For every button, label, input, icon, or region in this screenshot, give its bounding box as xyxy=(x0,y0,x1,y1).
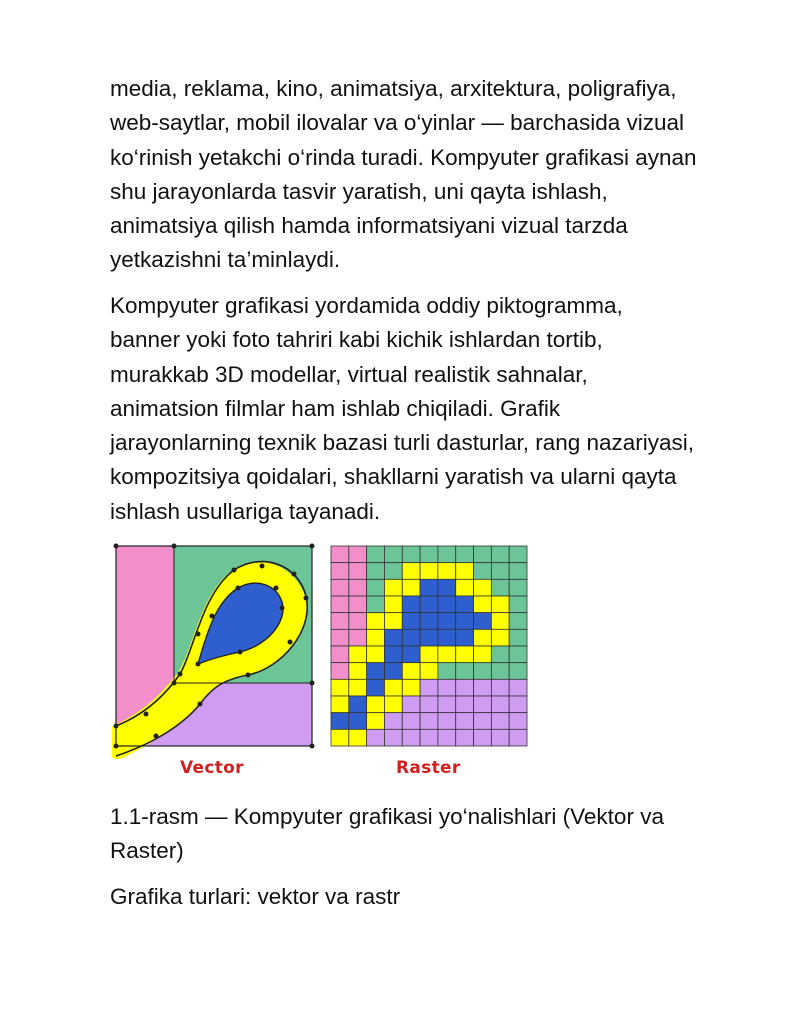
raster-pixel xyxy=(491,679,509,696)
figure-caption xyxy=(110,800,760,869)
raster-pixel xyxy=(491,729,509,746)
paragraph-line: jarayonlarning texnik bazasi turli dasturlar, rang nazariyasi, xyxy=(110,430,695,456)
raster-pixel xyxy=(402,563,420,580)
vector-raster-figure xyxy=(112,543,532,788)
raster-pixel xyxy=(456,713,474,730)
raster-pixel xyxy=(384,729,402,746)
raster-pixel xyxy=(349,679,367,696)
raster-pixel xyxy=(402,546,420,563)
raster-pixel xyxy=(384,546,402,563)
raster-pixel xyxy=(331,679,349,696)
vector-label: Vector xyxy=(180,758,244,778)
raster-pixel xyxy=(331,546,349,563)
raster-pixel xyxy=(474,713,492,730)
raster-pixel xyxy=(509,663,527,680)
paragraph-intro xyxy=(110,72,760,278)
raster-pixel xyxy=(438,729,456,746)
raster-pixel xyxy=(420,579,438,596)
raster-pixel xyxy=(509,546,527,563)
raster-pixel xyxy=(491,646,509,663)
raster-pixel xyxy=(349,546,367,563)
raster-pixel xyxy=(367,563,385,580)
raster-pixel xyxy=(438,679,456,696)
raster-pixel xyxy=(456,579,474,596)
raster-pixel xyxy=(509,696,527,713)
raster-pixel xyxy=(491,563,509,580)
raster-pixel xyxy=(420,563,438,580)
paragraph-line: ishlash usullariga tayanadi. xyxy=(110,498,381,524)
raster-pixel xyxy=(456,613,474,630)
raster-pixel xyxy=(456,679,474,696)
raster-pixel xyxy=(509,629,527,646)
raster-pixel xyxy=(349,596,367,613)
raster-pixel xyxy=(402,663,420,680)
raster-pixel xyxy=(420,596,438,613)
raster-label: Raster xyxy=(396,758,461,778)
raster-pixel xyxy=(509,596,527,613)
raster-pixel xyxy=(331,729,349,746)
paragraph-line: web-saytlar, mobil ilovalar va o‘yinlar — barchasida vizual xyxy=(110,110,684,136)
raster-pixel xyxy=(349,563,367,580)
caption-line: Raster) xyxy=(110,838,184,864)
paragraph-graphics-usage xyxy=(110,289,760,529)
raster-pixel xyxy=(420,696,438,713)
paragraph-line: Kompyuter grafikasi yordamida oddiy piktogramma, xyxy=(110,293,623,318)
raster-pixel xyxy=(402,629,420,646)
raster-pixel xyxy=(367,579,385,596)
raster-pixel xyxy=(474,596,492,613)
raster-pixel xyxy=(420,679,438,696)
raster-pixel xyxy=(438,579,456,596)
raster-pixel xyxy=(349,646,367,663)
raster-pixel xyxy=(367,629,385,646)
raster-pixel xyxy=(331,579,349,596)
paragraph-line: ko‘rinish yetakchi o‘rinda turadi. Kompyuter grafikasi aynan xyxy=(110,144,697,170)
raster-pixel xyxy=(509,613,527,630)
raster-pixel xyxy=(367,696,385,713)
raster-pixel xyxy=(509,579,527,596)
raster-pixel xyxy=(491,663,509,680)
raster-pixel xyxy=(402,613,420,630)
raster-pixel xyxy=(474,563,492,580)
raster-pixel xyxy=(474,663,492,680)
paragraph-line: murakkab 3D modellar, virtual realistik sahnalar, xyxy=(110,361,588,387)
raster-pixel xyxy=(384,596,402,613)
raster-pixel xyxy=(367,679,385,696)
raster-pixel xyxy=(474,579,492,596)
raster-pixel xyxy=(420,546,438,563)
raster-pixel xyxy=(491,713,509,730)
raster-pixel xyxy=(331,613,349,630)
raster-pixel xyxy=(331,596,349,613)
raster-pixel xyxy=(402,696,420,713)
raster-pixel xyxy=(474,696,492,713)
raster-pixel xyxy=(438,663,456,680)
raster-pixel xyxy=(384,713,402,730)
raster-pixel xyxy=(456,596,474,613)
raster-pixel xyxy=(384,579,402,596)
raster-pixel xyxy=(509,646,527,663)
raster-pixel xyxy=(349,613,367,630)
raster-pixel xyxy=(491,596,509,613)
raster-pixel xyxy=(438,646,456,663)
raster-pixel xyxy=(349,729,367,746)
paragraph-line: shu jarayonlarda tasvir yaratish, uni qayta ishlash, xyxy=(110,178,608,204)
raster-pixel xyxy=(438,696,456,713)
raster-pixel xyxy=(420,729,438,746)
paragraph-line: yetkazishni ta’minlaydi. xyxy=(110,247,341,273)
raster-pixel xyxy=(402,579,420,596)
raster-pixel xyxy=(367,546,385,563)
raster-pixel xyxy=(474,729,492,746)
raster-pixel xyxy=(438,713,456,730)
raster-pixel xyxy=(456,646,474,663)
raster-pixel xyxy=(349,579,367,596)
caption-line: 1.1-rasm — Kompyuter grafikasi yo‘nalishlari (Vektor va xyxy=(110,804,664,829)
raster-pixel xyxy=(456,546,474,563)
raster-pixel xyxy=(509,729,527,746)
raster-pixel xyxy=(331,696,349,713)
section-subheading: Grafika turlari: vektor va rastr xyxy=(110,884,401,909)
raster-pixel xyxy=(420,646,438,663)
raster-pixel xyxy=(331,629,349,646)
raster-pixel xyxy=(402,679,420,696)
raster-panel xyxy=(331,546,527,746)
raster-pixel xyxy=(420,629,438,646)
raster-pixel xyxy=(420,613,438,630)
raster-pixel xyxy=(384,696,402,713)
raster-pixel xyxy=(474,629,492,646)
raster-pixel xyxy=(509,679,527,696)
raster-pixel xyxy=(331,563,349,580)
paragraph-line: animatsiya qilish hamda informatsiyani vizual tarzda xyxy=(110,213,628,239)
vector-panel xyxy=(114,544,315,757)
raster-pixel xyxy=(384,563,402,580)
raster-pixel xyxy=(349,696,367,713)
raster-pixel xyxy=(384,663,402,680)
raster-pixel xyxy=(367,596,385,613)
raster-pixel xyxy=(456,696,474,713)
raster-pixel xyxy=(402,729,420,746)
raster-pixel xyxy=(367,729,385,746)
raster-pixel xyxy=(438,613,456,630)
raster-pixel xyxy=(456,563,474,580)
raster-pixel xyxy=(438,596,456,613)
raster-pixel xyxy=(331,646,349,663)
raster-pixel xyxy=(491,629,509,646)
raster-pixel xyxy=(491,613,509,630)
raster-pixel xyxy=(367,646,385,663)
raster-pixel xyxy=(384,646,402,663)
paragraph-line: kompozitsiya qoidalari, shakllarni yaratish va ularni qayta xyxy=(110,464,677,490)
raster-pixel xyxy=(367,713,385,730)
raster-pixel xyxy=(402,646,420,663)
raster-pixel xyxy=(331,663,349,680)
paragraph-line: animatsion filmlar ham ishlab chiqiladi. Grafik xyxy=(110,395,561,421)
raster-pixel xyxy=(456,629,474,646)
raster-pixel xyxy=(438,629,456,646)
raster-pixel xyxy=(402,596,420,613)
raster-pixel xyxy=(509,713,527,730)
raster-pixel xyxy=(331,713,349,730)
paragraph-line: banner yoki foto tahriri kabi kichik ishlardan tortib, xyxy=(110,327,603,353)
raster-pixel xyxy=(384,679,402,696)
raster-pixel xyxy=(438,563,456,580)
raster-pixel xyxy=(384,613,402,630)
raster-pixel xyxy=(491,546,509,563)
raster-pixel xyxy=(438,546,456,563)
raster-pixel xyxy=(491,579,509,596)
raster-pixel xyxy=(367,663,385,680)
raster-pixel xyxy=(474,646,492,663)
raster-pixel xyxy=(509,563,527,580)
raster-pixel xyxy=(474,613,492,630)
raster-pixel xyxy=(456,729,474,746)
raster-pixel xyxy=(420,663,438,680)
raster-pixel xyxy=(349,663,367,680)
raster-pixel xyxy=(349,629,367,646)
raster-pixel xyxy=(420,713,438,730)
raster-pixel xyxy=(384,629,402,646)
raster-pixel xyxy=(474,679,492,696)
raster-pixel xyxy=(402,713,420,730)
paragraph-line: media, reklama, kino, animatsiya, arxitektura, poligrafiya, xyxy=(110,76,677,101)
raster-pixel xyxy=(491,696,509,713)
raster-pixel xyxy=(474,546,492,563)
raster-pixel xyxy=(367,613,385,630)
raster-pixel xyxy=(456,663,474,680)
raster-pixel xyxy=(349,713,367,730)
